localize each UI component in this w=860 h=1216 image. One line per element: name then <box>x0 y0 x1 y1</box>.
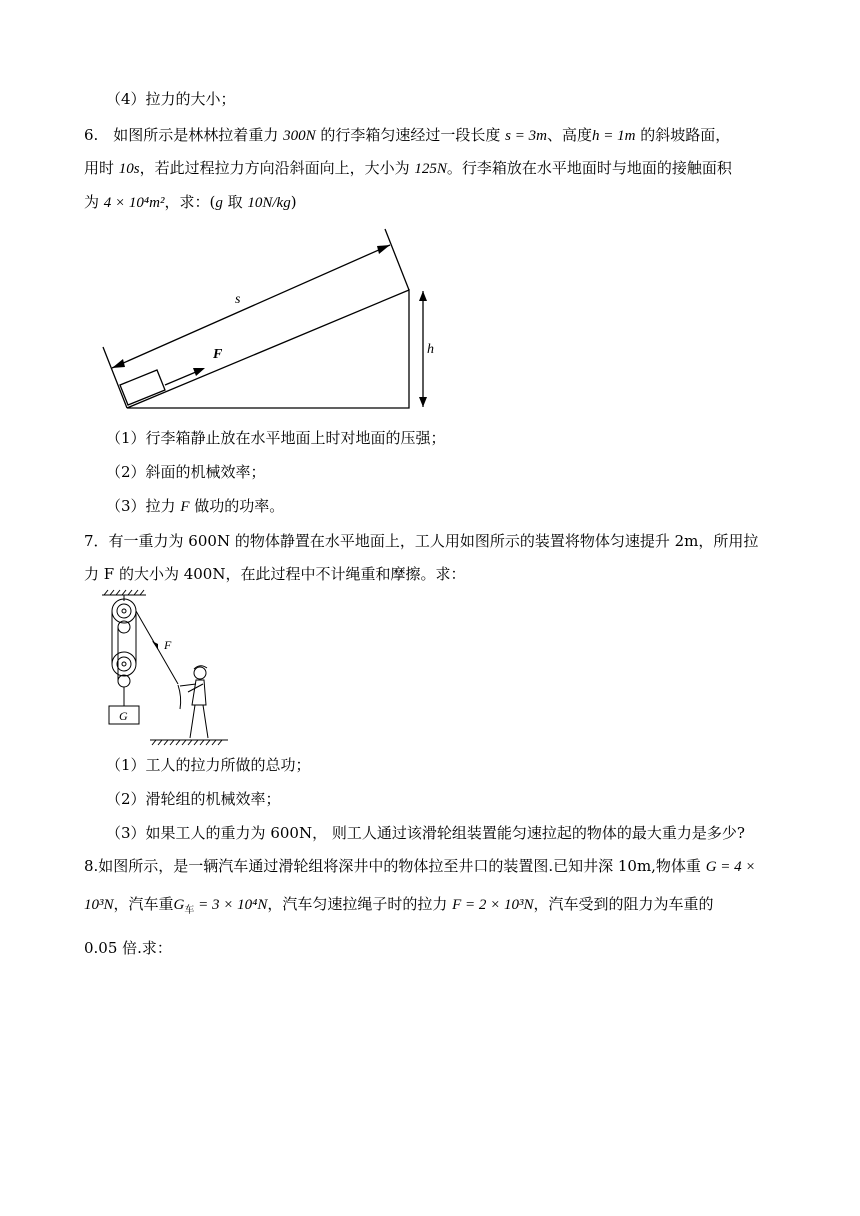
fixed-pulley-large <box>112 599 136 623</box>
weight-G-label: G <box>119 709 128 723</box>
q6-sub2: （2）斜面的机械效率； <box>106 463 266 481</box>
pulley-figure <box>100 589 240 749</box>
luggage-box <box>120 370 165 405</box>
F-label: F <box>213 347 223 362</box>
q6-sub1: （1）行李箱静止放在水平地面上时对地面的压强； <box>106 429 446 447</box>
q7-sub3: （3）如果工人的重力为 600N， 则工人通过该滑轮组装置能匀速拉起的物体的最大重力是多少? <box>106 824 745 842</box>
q6-text-line2: 用时 10s，若此过程拉力方向沿斜面向上，大小为 125N。行李箱放在水平地面时与地面的接触面积 <box>84 159 732 177</box>
s-label: s <box>235 292 241 307</box>
incline-triangle <box>127 290 409 408</box>
moving-pulley-small <box>118 675 130 687</box>
pulley-F-label: F <box>164 638 172 652</box>
moving-pulley-large <box>112 652 136 676</box>
left-extension-line <box>103 347 127 408</box>
q6-text-line1: 6. 如图所示是林林拉着重力 300N 的行李箱匀速经过一段长度 s = 3m、高度h = 1m 的斜坡路面， <box>84 126 731 144</box>
right-extension-line <box>385 229 409 290</box>
h-label: h <box>427 342 434 357</box>
q8-text-line3: 0.05 倍.求： <box>84 939 172 957</box>
q5-sub4: （4）拉力的大小； <box>106 90 236 108</box>
q7-text-line2: 力 F 的大小为 400N，在此过程中不计绳重和摩擦。求： <box>84 565 466 583</box>
incline-figure <box>95 225 445 415</box>
q6-text-line3: 为 4 × 10⁴m²，求：(g 取 10N/kg) <box>84 193 297 211</box>
q8-text-line2: 10³N，汽车重$G_车 = 3 \times 10^4N$，汽车匀速拉绳子时的拉力 F = 2 × 10³N，汽车受到的阻力为车重的 <box>84 895 714 916</box>
q7-sub1: （1）工人的拉力所做的总功； <box>106 756 311 774</box>
q7-sub2: （2）滑轮组的机械效率； <box>106 790 281 808</box>
q6-sub3: （3）拉力 F 做功的功率。 <box>106 497 285 515</box>
s-dimension-line <box>112 245 390 368</box>
q7-text-line1: 7．有一重力为 600N 的物体静置在水平地面上，工人用如图所示的装置将物体匀速提升 2m，所用拉 <box>84 532 759 550</box>
q8-text-line1: 8.如图所示，是一辆汽车通过滑轮组将深井中的物体拉至井口的装置图.已知井深 10m,物体重 G = 4 × <box>84 857 756 875</box>
ceiling-hatch <box>104 590 144 595</box>
worker-figure <box>178 666 208 738</box>
ground-hatch <box>152 740 222 745</box>
